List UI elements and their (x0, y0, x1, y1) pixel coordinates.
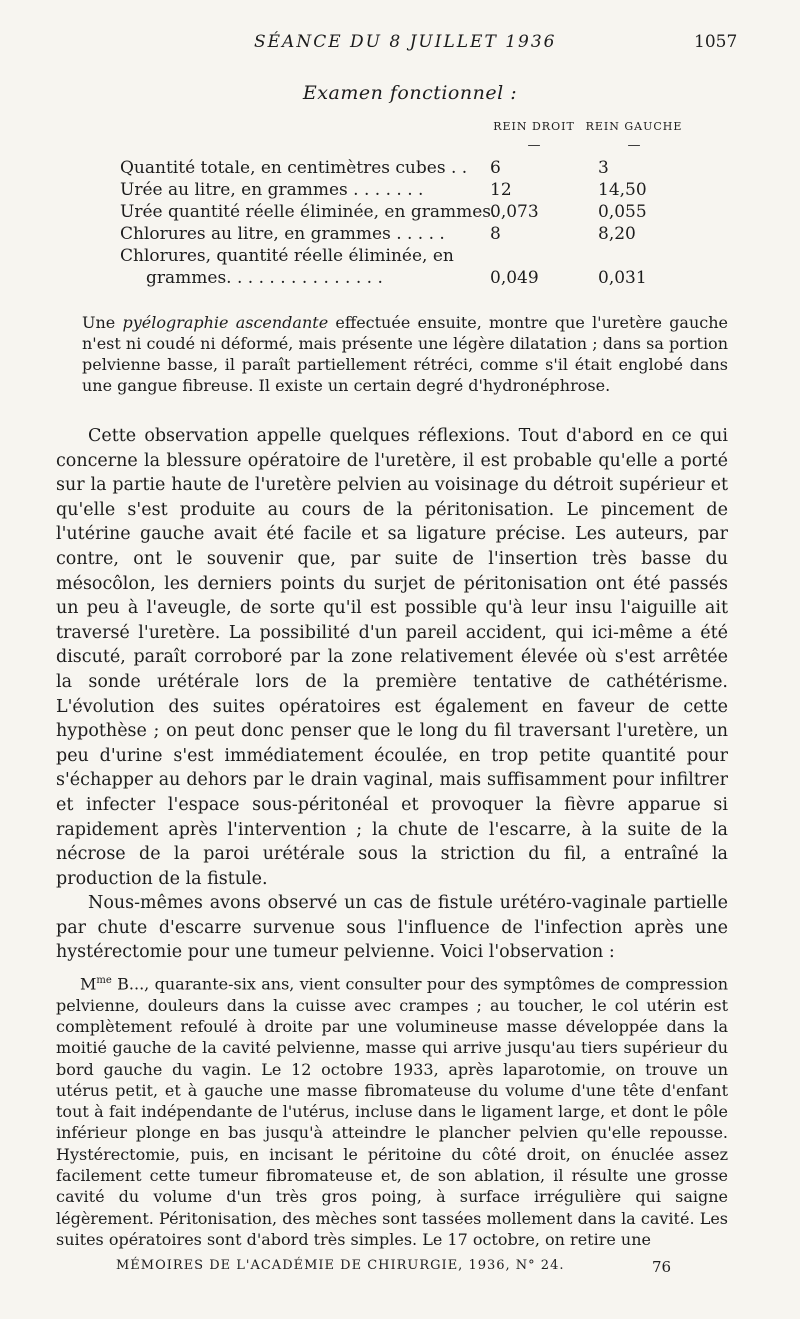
value-left-kidney: 0,031 (598, 268, 647, 288)
table-row (120, 158, 710, 180)
page-number: 1057 (694, 32, 738, 52)
table-row (120, 268, 710, 290)
running-title: SÉANCE DU 8 JUILLET 1936 (254, 32, 557, 52)
table-row (120, 202, 710, 224)
value-left-kidney: 14,50 (598, 180, 647, 200)
running-head (0, 32, 800, 56)
value-left-kidney: 3 (598, 158, 609, 178)
col-header-left-kidney: REIN GAUCHE (585, 120, 683, 133)
obs-title-sup: me (96, 975, 112, 986)
row-label: Chlorures au litre, en grammes . . . . . (120, 224, 445, 244)
value-right-kidney: 8 (490, 224, 501, 244)
table-header (484, 120, 684, 133)
table-header-rule (484, 138, 684, 153)
col-header-right-kidney: REIN DROIT (493, 120, 575, 133)
dash-right: — (527, 138, 541, 153)
paragraph: Nous-mêmes avons observé un cas de fistule urétéro-vaginale partielle par chute d'escarre survenue sous l'influence de l'infection après une hystérectomie pour une tumeur pelvienne. Voici l'observation : (56, 893, 728, 963)
paragraph: Cette observation appelle quelques réflexions. Tout d'abord en ce qui concerne la blessure opératoire de l'uretère, il est probable qu'elle a porté sur la partie haute de l'uretère pelvien au voisinage du détroit supérieur et qu'elle s'est produite au cours de la péritonisation. Le pincement de l'utérine gauche avait été facile et sa ligature précise. Les auteurs, par contre, ont le souvenir que, par suite de l'insertion très basse du mésocôlon, les derniers points du surjet de péritonisation ont été passés un peu à l'aveugle, de sorte qu'il est possible qu'à leur insu l'aiguille ait traversé l'uretère. La possibilité d'un pareil accident, qui ici-même a été discuté, paraît corroboré par la zone relativement élevée où s'est arrêtée la sonde urétérale lors de la première tentative de cathétérisme. L'évolution des suites opératoires est également en faveur de cette hypothèse ; on peut donc penser que le long du fil traversant l'uretère, un peu d'urine s'est immédiatement écoulée, en trop petite quantité pour s'échapper au dehors par le drain vaginal, mais suffisamment pour infiltrer et infecter l'espace sous-péritonéal et provoquer la fièvre apparue si rapidement après l'intervention ; la chute de l'escarre, à la suite de la nécrose de la paroi urétérale sous la striction du fil, a entraîné la production de la fistule. (56, 426, 728, 889)
obs-text: B..., quarante-six ans, vient consulter pour des symptômes de compression pelvienne, douleurs dans la cuisse avec crampes ; au toucher, le col utérin est complètement refoulé à droite par une volumineuse masse développée dans la moitié gauche de la cavité pelvienne, masse qui arrive jusqu'au tiers supérieur du bord gauche du vagin. Le 12 octobre 1933, après laparotomie, on trouve un utérus petit, et à gauche une masse fibromateuse du volume d'une tête d'enfant tout à fait indépendante de l'utérus, incluse dans le ligament large, et dont le pôle inférieur plonge en bas jusqu'à atteindre le plancher pelvien qu'elle repousse. Hystérectomie, puis, en incisant le péritoine du côté droit, on énuclée assez facilement cette tumeur fibromateuse et, de son ablation, il résulte une grosse cavité du volume d'un très gros poing, à surface irrégulière qui saigne légèrement. Péritonisation, des mèches sont tassées mollement dans la cavité. Les suites opératoires sont d'abord très simples. Le 17 octobre, on retire une (56, 974, 728, 1249)
table-row (120, 180, 710, 202)
table-row (120, 246, 710, 268)
row-label: grammes. . . . . . . . . . . . . . . (146, 268, 383, 288)
row-label: Quantité totale, en centimètres cubes . . (120, 158, 468, 178)
table-row (120, 224, 710, 246)
pyelo-emphasis: pyélographie ascendante (122, 313, 329, 332)
value-left-kidney: 8,20 (598, 224, 636, 244)
value-right-kidney: 12 (490, 180, 512, 200)
sheet-number: 76 (652, 1258, 672, 1276)
row-label: Urée quantité réelle éliminée, en grammes. (120, 202, 497, 222)
observation-case (56, 970, 728, 1250)
row-label: Chlorures, quantité réelle éliminée, en (120, 246, 454, 266)
value-right-kidney: 6 (490, 158, 501, 178)
dash-left: — (627, 138, 641, 153)
value-right-kidney: 0,049 (490, 268, 539, 288)
section-title: Examen fonctionnel : (302, 82, 518, 104)
pyelo-text: effectuée ensuite, montre que l'uretère gauche n'est ni coudé ni déformé, mais présente une légère dilatation ; dans sa portion pelvienne basse, il paraît partiellement rétréci, comme s'il était englobé dans une gangue fibreuse. Il existe un certain degré d'hydronéphrose. (82, 313, 729, 395)
value-right-kidney: 0,073 (490, 202, 539, 222)
value-left-kidney: 0,055 (598, 202, 647, 222)
pyelo-prefix: Une (82, 313, 116, 332)
pyelography-paragraph (82, 312, 728, 396)
obs-title-abbrev: M (80, 974, 97, 994)
main-text (56, 424, 728, 965)
journal-source: MÉMOIRES DE L'ACADÉMIE DE CHIRURGIE, 1936, N° 24. (116, 1258, 565, 1273)
row-label: Urée au litre, en grammes . . . . . . . (120, 180, 424, 200)
